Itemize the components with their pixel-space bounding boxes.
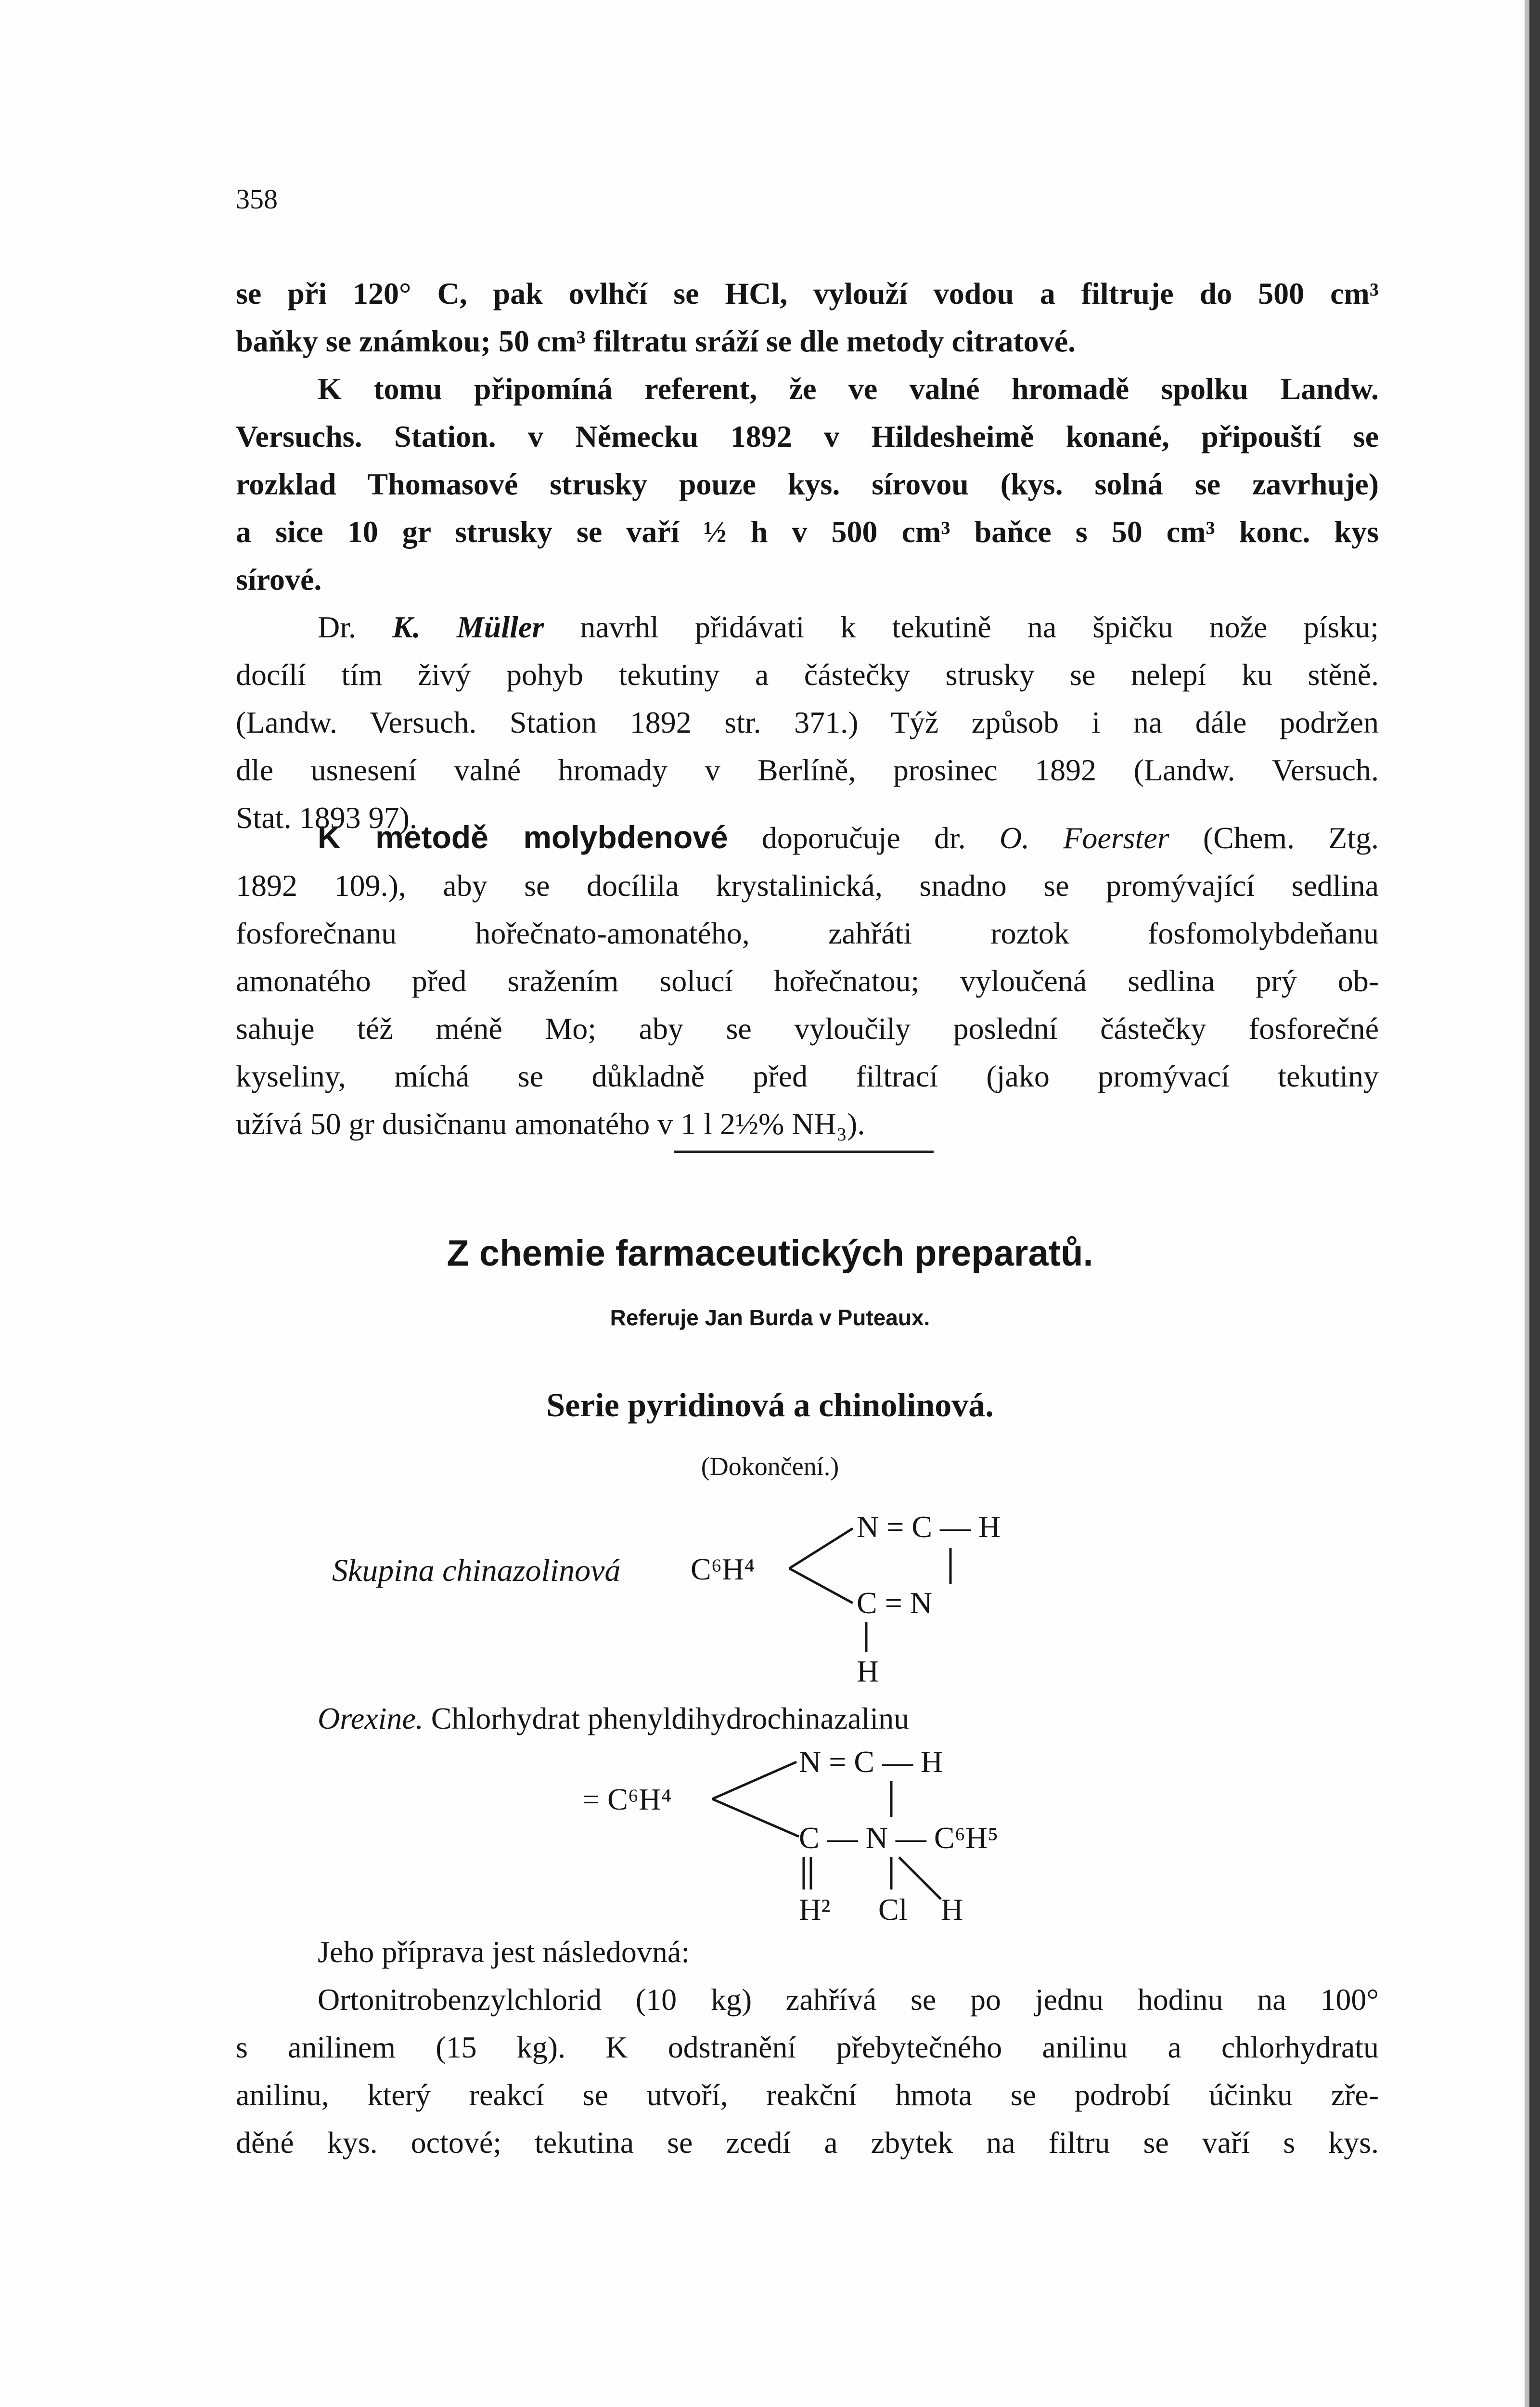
text-line: Versuchs. Station. v Německu 1892 v Hildesheimě konané, připouští se: [236, 419, 1379, 453]
text-line: (Landw. Versuch. Station 1892 str. 371.) Týž způsob i na dále podržen: [236, 705, 1379, 739]
orexine-bottom-h2: H²: [799, 1892, 831, 1927]
section-title: Z chemie farmaceutických preparatů.: [447, 1233, 1093, 1274]
orexine-desc: Chlorhydrat phenyldihydrochinazalinu: [423, 1701, 910, 1735]
orexine-top-row: N = C — H: [799, 1745, 943, 1779]
text-line: baňky se známkou; 50 cm³ filtratu sráží se dle metody citratové.: [236, 324, 1076, 358]
orexine-name: Orexine.: [318, 1701, 424, 1735]
bond-line: [712, 1762, 796, 1799]
byline: Referuje Jan Burda v Puteaux.: [610, 1305, 930, 1330]
text-line: docílí tím živý pohyb tekutiny a částečky strusky se nelepí ku stěně.: [236, 658, 1379, 692]
text-line: [236, 1695, 1379, 1742]
text-line: děné kys. octové; tekutina se zcedí a zbytek na filtru se vaří s kys.: [236, 2125, 1379, 2160]
bold-lead: K metodě molybdenové: [318, 819, 728, 855]
orexine-bottom-cl: Cl: [878, 1892, 908, 1927]
text-span: doporučuje dr.: [728, 821, 1000, 855]
prep-heading: Jeho příprava jest následovná:: [318, 1935, 690, 1969]
text-line: užívá 50 gr dusičnanu amonatého v 1 l 2½% NH₃).: [236, 1107, 865, 1141]
orexine-heading: [236, 1695, 1379, 1742]
text-span: (Chem. Ztg.: [1169, 821, 1379, 855]
chem1-bottom-row: C = N: [857, 1586, 932, 1620]
author-name: K. Müller: [392, 610, 544, 644]
subtitle: Serie pyridinová a chinolinová.: [546, 1387, 994, 1424]
bond-line: [789, 1568, 853, 1603]
page-number: 358: [236, 183, 278, 215]
text-line: rozklad Thomasové strusky pouze kys. sírovou (kys. solná se zavrhuje): [236, 467, 1379, 501]
text-line: s anilinem (15 kg). K odstranění přebytečného anilinu a chlorhydratu: [236, 2030, 1379, 2064]
continued-note: (Dokončení.): [701, 1452, 839, 1481]
text-line: dle usnesení valné hromady v Berlíně, prosinec 1892 (Landw. Versuch.: [236, 753, 1379, 787]
text-line: sírové.: [236, 562, 322, 596]
chem1-label: Skupina chinazolinová: [332, 1553, 621, 1588]
text-line: Ortonitrobenzylchlorid (10 kg) zahřívá se po jednu hodinu na 100°: [318, 1982, 1379, 2017]
chem1-h-below: H: [857, 1654, 879, 1688]
chem1-top-row: N = C — H: [857, 1510, 1001, 1544]
orexine-left-group: = C⁶H⁴: [582, 1782, 672, 1816]
author-name: O. Foerster: [999, 821, 1169, 855]
chem1-left-group: C⁶H⁴: [691, 1552, 755, 1586]
text-line: se při 120° C, pak ovlhčí se HCl, vylouží vodou a filtruje do 500 cm³: [236, 276, 1379, 311]
text-span: navrhl přidávati k tekutině na špičku nože písku;: [544, 610, 1379, 644]
orexine-middle-row: C — N — C⁶H⁵: [799, 1821, 999, 1855]
preparation-section: [236, 1928, 1379, 2166]
text-line: a sice 10 gr strusky se vaří ½ h v 500 cm³ baňce s 50 cm³ konc. kys: [236, 515, 1379, 549]
bond-line: [789, 1528, 853, 1568]
orexine-bottom-h: H: [941, 1892, 963, 1927]
text-span: Dr.: [318, 610, 393, 644]
text-line: amonatého před sražením solucí hořečnatou; vyloučená sedlina prý ob-: [236, 964, 1379, 998]
text-line: sahuje též méně Mo; aby se vyloučily poslední částečky fosforečné: [236, 1011, 1379, 1046]
text-line: fosforečnanu hořečnato-amonatého, zahřáti roztok fosfomolybdeňanu: [236, 916, 1379, 950]
text-line: Stat. 1893 97).: [236, 801, 417, 835]
text-line: 1892 109.), aby se docílila krystalinická, snadno se promývající sedlina: [236, 868, 1379, 903]
text-line: K tomu připomíná referent, že ve valné hromadě spolku Landw.: [318, 372, 1379, 406]
text-line: kyseliny, míchá se důkladně před filtrací (jako promývací tekutiny: [236, 1059, 1379, 1093]
bond-line: [712, 1799, 799, 1837]
text-line: anilinu, který reakcí se utvoří, reakční hmota se podrobí účinku zře-: [236, 2078, 1379, 2112]
